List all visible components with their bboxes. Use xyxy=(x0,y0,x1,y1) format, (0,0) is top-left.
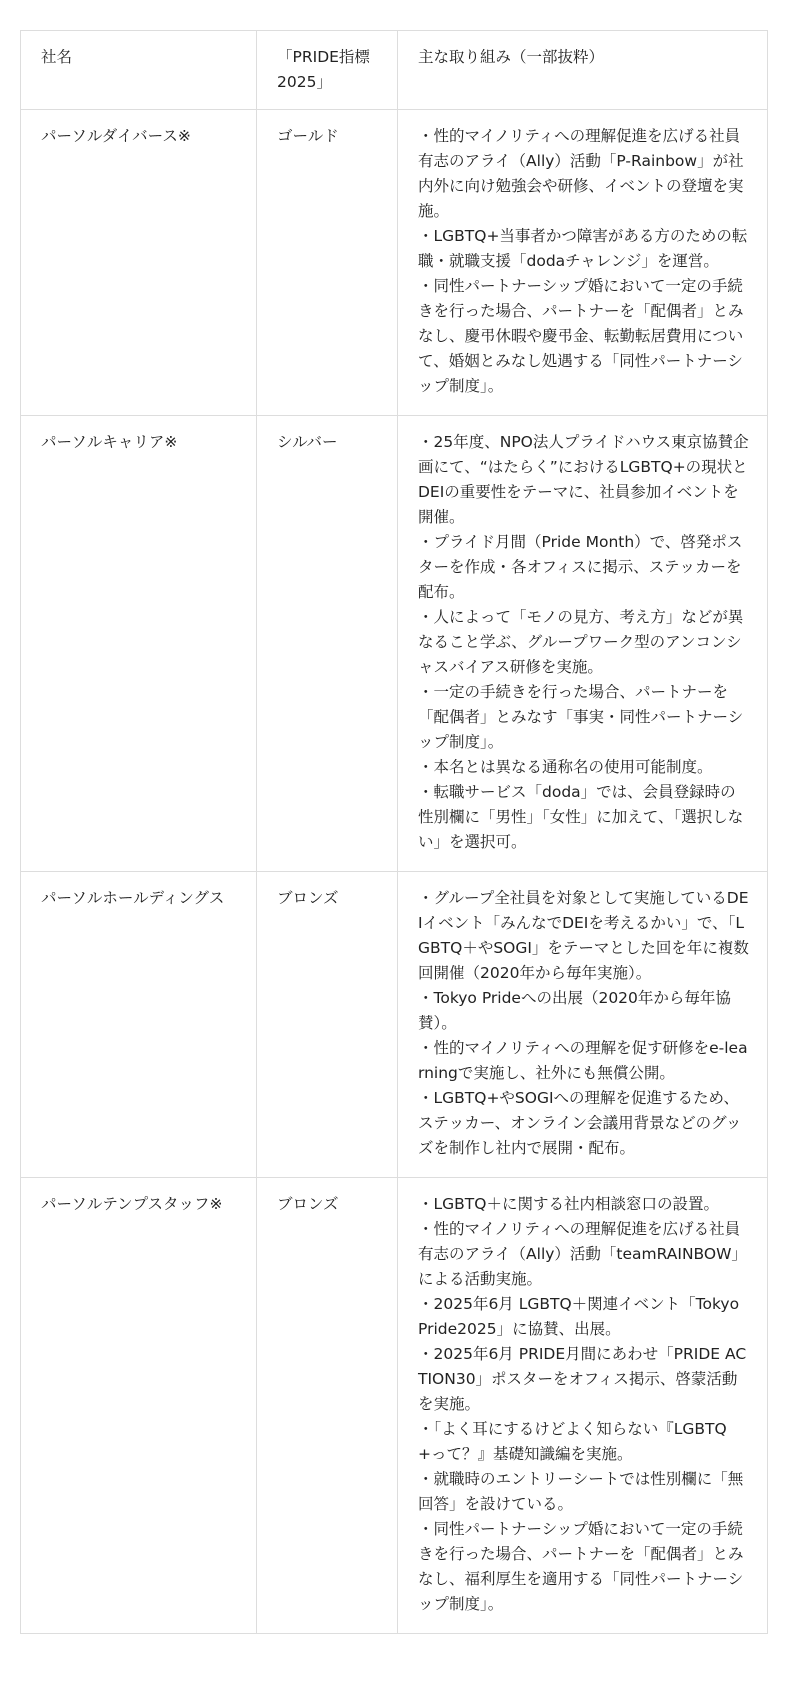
initiative-item: ・LGBTQ＋に関する社内相談窓口の設置。 xyxy=(418,1195,719,1213)
company-name-cell: パーソルダイバース※ xyxy=(21,110,257,416)
initiative-item: ・就職時のエントリーシートでは性別欄に「無回答」を設けている。 xyxy=(418,1470,744,1513)
initiative-item: ・人によって「モノの見方、考え方」などが異なること学ぶ、グループワーク型のアンコンシャスバイアス研修を実施。 xyxy=(418,608,744,676)
initiative-item: ・2025年6月 LGBTQ＋関連イベント「Tokyo Pride2025」に協賛、出展。 xyxy=(418,1295,740,1338)
initiative-item: ・性的マイノリティへの理解促進を広げる社員有志のアライ（Ally）活動「teamRAINBOW」による活動実施。 xyxy=(418,1220,747,1288)
initiative-item: ・25年度、NPO法人プライドハウス東京協賛企画にて、“はたらく”におけるLGBTQ+の現状とDEIの重要性をテーマに、社員参加イベントを開催。 xyxy=(418,433,749,526)
rating-cell: シルバー xyxy=(257,416,398,872)
initiative-item: ・一定の手続きを行った場合、パートナーを「配偶者」とみなす「事実・同性パートナーシップ制度」。 xyxy=(418,683,744,751)
initiative-item: ・「よく耳にするけどよく知らない『LGBTQ+って？』基礎知識編を実施。 xyxy=(418,1420,727,1463)
table-row xyxy=(21,1178,768,1634)
rating-cell: ゴールド xyxy=(257,110,398,416)
initiative-item: ・本名とは異なる通称名の使用可能制度。 xyxy=(418,758,713,776)
initiative-item: ・グループ全社員を対象として実施しているDEIイベント「みんなでDEIを考えるかい」で、「LGBTQ＋やSOGI」をテーマとした回を年に複数回開催（2020年から毎年実施）。 xyxy=(418,889,749,982)
pride-index-table xyxy=(20,30,768,1634)
initiative-item: ・同性パートナーシップ婚において一定の手続きを行った場合、パートナーを「配偶者」とみなし、慶弔休暇や慶弔金、転勤転居費用について、婚姻とみなし処遇する「同性パートナーシップ制度」。 xyxy=(418,277,744,395)
initiative-item: ・LGBTQ+やSOGIへの理解を促進するため、ステッカー、オンライン会議用背景などのグッズを制作し社内で展開・配布。 xyxy=(418,1089,742,1157)
company-name-cell: パーソルキャリア※ xyxy=(21,416,257,872)
initiatives-cell xyxy=(398,416,768,872)
initiative-item: ・LGBTQ+当事者かつ障害がある方のための転職・就職支援「dodaチャレンジ」を運営。 xyxy=(418,227,748,270)
company-name-cell: パーソルテンプスタッフ※ xyxy=(21,1178,257,1634)
table-body xyxy=(21,110,768,1634)
initiative-item: ・性的マイノリティへの理解促進を広げる社員有志のアライ（Ally）活動「P-Rainbow」が社内外に向け勉強会や研修、イベントの登壇を実施。 xyxy=(418,127,744,220)
company-name-cell: パーソルホールディングス xyxy=(21,872,257,1178)
header-company: 社名 xyxy=(21,31,257,110)
table-row xyxy=(21,110,768,416)
rating-cell: ブロンズ xyxy=(257,1178,398,1634)
initiative-item: ・性的マイノリティへの理解を促す研修をe-learningで実施し、社外にも無償公開。 xyxy=(418,1039,748,1082)
initiatives-cell xyxy=(398,872,768,1178)
rating-cell: ブロンズ xyxy=(257,872,398,1178)
header-initiatives: 主な取り組み（一部抜粋） xyxy=(398,31,768,110)
table-row xyxy=(21,416,768,872)
initiative-item: ・プライド月間（Pride Month）で、啓発ポスターを作成・各オフィスに掲示、ステッカーを配布。 xyxy=(418,533,743,601)
initiatives-cell xyxy=(398,110,768,416)
initiatives-cell xyxy=(398,1178,768,1634)
initiative-item: ・同性パートナーシップ婚において一定の手続きを行った場合、パートナーを「配偶者」とみなし、福利厚生を適用する「同性パートナーシップ制度」。 xyxy=(418,1520,744,1613)
header-rating: 「PRIDE指標2025」 xyxy=(257,31,398,110)
initiative-item: ・2025年6月 PRIDE月間にあわせ「PRIDE ACTION30」ポスターをオフィス掲示、啓蒙活動を実施。 xyxy=(418,1345,747,1413)
table-row xyxy=(21,872,768,1178)
initiative-item: ・転職サービス「doda」では、会員登録時の性別欄に「男性」「女性」に加えて、「選択しない」を選択可。 xyxy=(418,783,744,851)
table-header xyxy=(21,31,768,110)
header-row xyxy=(21,31,768,110)
initiative-item: ・Tokyo Prideへの出展（2020年から毎年協賛）。 xyxy=(418,989,731,1032)
